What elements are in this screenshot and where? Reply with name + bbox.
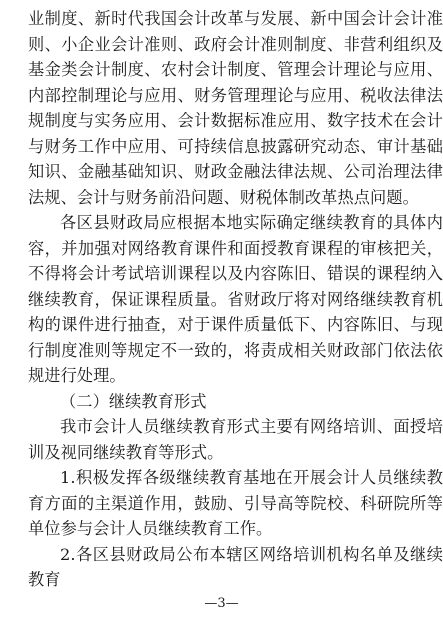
- section-heading: （二）继续教育形式: [60, 391, 207, 411]
- paragraph-review-requirements: 各区县财政局应根据本地实际确定继续教育的具体内容，并加强对网络教育课件和面授教育课程的审核把关，不得将会计考试培训课程以及内容陈旧、错误的课程纳入继续教育，保证课程质量。省财政厅将对网络继续教育机构的课件进行抽查，对于课件质量低下、内容陈旧、与现行制度准则等规定不一致的，将责成相关财政部门依法依规进行处理。: [28, 213, 443, 385]
- page-number: —3—: [204, 596, 239, 611]
- paragraph-item-1: 1.积极发挥各级继续教育基地在开展会计人员继续教育方面的主渠道作用，鼓励、引导高等院校、科研院所等单位参与会计人员继续教育工作。: [28, 468, 443, 538]
- paragraph-continued: 业制度、新时代我国会计改革与发展、新中国会计会计准则、小企业会计准则、政府会计准则制度、非营利组织及基金类会计制度、农村会计制度、管理会计理论与应用、内部控制理论与应用、财务管理理论与应用、税收法律法规制度与实务应用、会计数据标准应用、数字技术在会计与财务工作中应用、可持续信息披露研究动态、审计基础知识、金融基础知识、财政金融法律法规、公司治理法律法规、会计与财务前沿问题、财税体制改革热点问题。: [28, 9, 443, 207]
- document-body: [28, 6, 443, 593]
- paragraph-education-forms: 我市会计人员继续教育形式主要有网络培训、面授培训及视同继续教育等形式。: [28, 417, 443, 462]
- paragraph-item-2: 2.各区县财政局公布本辖区网络培训机构名单及继续教育: [28, 544, 443, 589]
